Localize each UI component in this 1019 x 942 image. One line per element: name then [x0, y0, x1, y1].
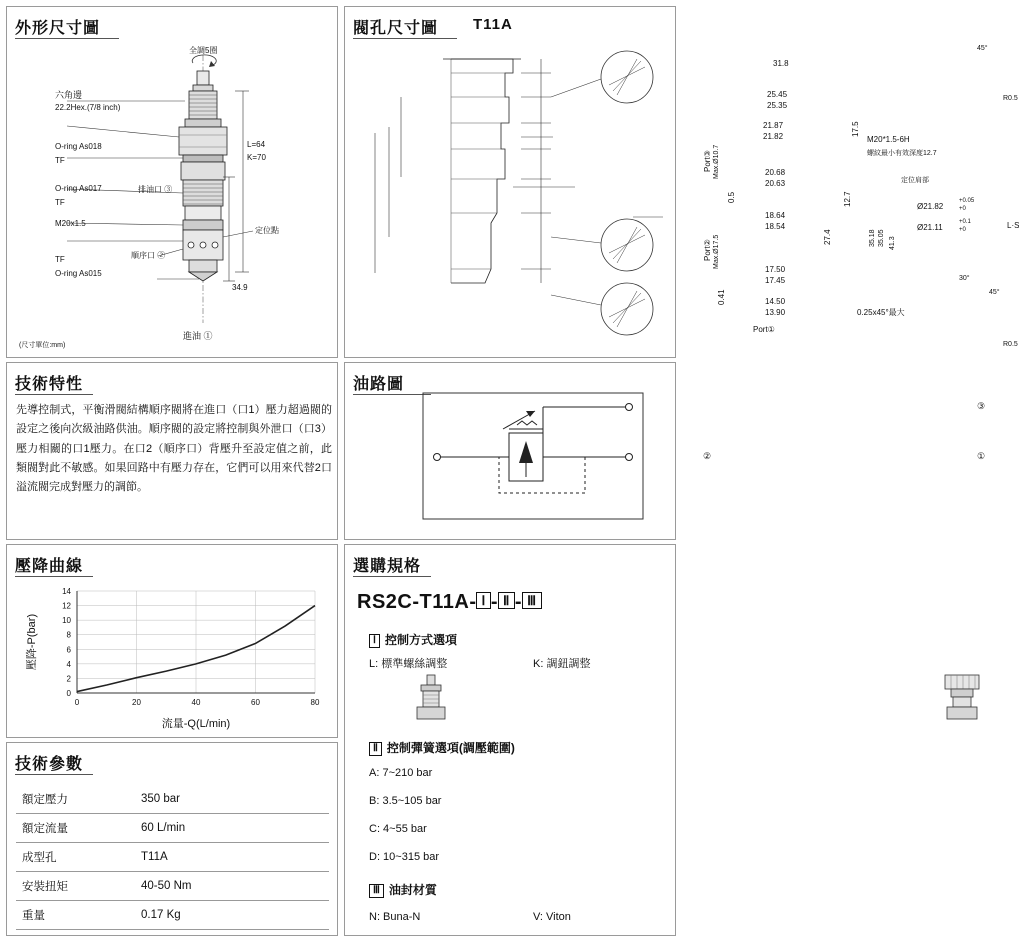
- cavity-angle-30-label: 30°: [959, 275, 970, 282]
- chart-xtick-label: 40: [191, 698, 201, 707]
- cavity-dim-175: 17.5: [851, 121, 860, 137]
- circuit-port2-label: ②: [703, 451, 712, 461]
- cavity-d2182-tol-label: Ø21.82: [917, 202, 944, 211]
- panel-params: [6, 742, 338, 936]
- params-row-value: T11A: [141, 851, 168, 863]
- cavity-port2-max-label: Max.Ø17.5: [713, 234, 720, 269]
- screw-adjust-icon: [399, 673, 469, 723]
- option-section-2-heading: [369, 739, 515, 756]
- cavity-dim-2535: 25.35: [767, 101, 788, 110]
- cavity-chamfer-label: 0.25x45°最大: [857, 308, 905, 317]
- chart-ytick-label: 4: [66, 659, 71, 669]
- chart-ytick-label: 14: [62, 587, 71, 596]
- cavity-dim-2182: 21.82: [763, 132, 784, 141]
- params-row: [16, 785, 329, 814]
- params-row: [16, 872, 329, 901]
- option-2-item-d: D: 10~315 bar: [369, 851, 440, 863]
- cavity-thread-note-label: 螺紋最小有效深度12.7: [867, 150, 937, 157]
- chart-ytick-label: 2: [66, 674, 71, 684]
- chart-ytick-label: 6: [66, 645, 71, 655]
- panel-curve-title: 壓降曲線: [15, 558, 84, 575]
- model-roman-2: Ⅱ: [498, 592, 515, 609]
- circuit-port1-label: ①: [977, 451, 986, 461]
- outline-unit-note: (尺寸單位:mm): [19, 342, 66, 349]
- cavity-d2111-tollo-label: +0: [959, 227, 966, 233]
- chart-ytick-label: 12: [62, 601, 71, 611]
- chart-ylabel: 壓降-P(bar): [26, 613, 38, 671]
- option-2-item-c: C: 4~55 bar: [369, 823, 427, 835]
- pressure-drop-chart: [15, 581, 335, 731]
- cavity-dim-413: 41.3: [889, 236, 896, 250]
- panel-params-title: 技術參數: [15, 756, 84, 773]
- chart-xtick-label: 20: [132, 698, 141, 707]
- option-3-title: 油封材質: [388, 883, 437, 897]
- title-underline: [353, 576, 431, 577]
- cavity-port1-label: Port①: [753, 325, 775, 334]
- outline-adjust-turns-label: 全調5圈: [189, 46, 218, 55]
- chart-xtick-label: 60: [251, 698, 260, 707]
- option-1-left-label: L: 標準螺絲調整: [369, 658, 448, 670]
- option-section-1-heading: [369, 631, 457, 648]
- tech-description: 先導控制式，平衡滑閥結構順序閥將在進口（口1）壓力超過閥的設定之後向次級油路供油。順序閥的設定將控制與外泄口（口3）壓力相關的口1壓力。在口2（順序口）背壓升至設定值之前，此類閥對此不敏感。如果回路中有壓力存在，它們可以用來代替2口溢流閥完成對壓力的調節。: [16, 404, 332, 493]
- cavity-dim-041: 0.41: [717, 289, 726, 305]
- outline-inlet-label: 進油 ①: [183, 331, 213, 341]
- cavity-dim-2063: 20.63: [765, 179, 786, 188]
- outline-dim-349-label: 34.9: [232, 283, 248, 292]
- chart-xlabel: 流量-Q(L/min): [161, 718, 231, 730]
- cavity-d2182-tollo-label: +0: [959, 206, 966, 212]
- option-2-title: 控制彈簧選項(調壓範圍): [386, 741, 515, 755]
- outline-dim-k-label: K=70: [247, 153, 266, 162]
- outline-locate-point-label: 定位點: [255, 226, 279, 235]
- cavity-port2-label: Port②: [703, 239, 712, 261]
- cavity-dim-2545: 25.45: [767, 90, 788, 99]
- cavity-dim-3505: 35.05: [878, 229, 885, 247]
- cavity-dim-318: 31.8: [773, 59, 789, 68]
- chart-ytick-label: 8: [66, 630, 71, 640]
- option-1-right-label: K: 調鈕調整: [533, 658, 591, 670]
- cavity-r05a-label: R0.5: [1003, 95, 1018, 102]
- title-underline: [15, 394, 93, 395]
- cavity-d2111-tolup-label: +0.1: [959, 219, 971, 225]
- model-roman-1: Ⅰ: [476, 592, 490, 609]
- cavity-dim-274: 27.4: [823, 229, 832, 245]
- cavity-thread-label: M20*1.5-6H: [867, 135, 910, 144]
- model-code: [357, 591, 542, 614]
- params-row: [16, 814, 329, 843]
- cavity-angle-45b-label: 45°: [989, 289, 1000, 296]
- panel-circuit: [344, 362, 986, 540]
- outline-hex-label: 六角邊: [55, 90, 83, 100]
- outline-drain-port-label: 排油口 ③: [138, 185, 173, 194]
- cavity-r05b-label: R0.5: [1003, 341, 1018, 348]
- outline-tf2-label: TF: [55, 198, 65, 207]
- cavity-port3-label: Port③: [703, 150, 712, 172]
- chart-xtick-label: 80: [310, 698, 320, 707]
- panel-cavity: [344, 6, 1019, 358]
- cavity-ls-label: L·S: [1007, 221, 1019, 230]
- params-row-key: 成型孔: [22, 852, 57, 864]
- params-row-key: 額定壓力: [22, 794, 68, 806]
- knob-adjust-icon: [929, 673, 999, 723]
- panel-tech-title: 技術特性: [15, 376, 84, 393]
- cavity-d2111-tol-label: Ø21.11: [917, 223, 943, 232]
- option-2-item-a: A: 7~210 bar: [369, 767, 433, 779]
- cavity-dim-05: 0.5: [727, 191, 736, 203]
- chart-ytick-label: 10: [62, 616, 71, 626]
- params-row-key: 重量: [22, 910, 45, 922]
- option-3-roman: Ⅲ: [369, 884, 384, 898]
- panel-cavity-code: T11A: [473, 16, 513, 33]
- params-row-key: 安裝扭矩: [22, 881, 68, 893]
- outline-tf3-label: TF: [55, 255, 65, 264]
- model-roman-3: Ⅲ: [522, 592, 541, 609]
- option-2-item-b: B: 3.5~105 bar: [369, 795, 442, 807]
- outline-hex-spec-label: 22.2Hex.(7/8 inch): [55, 103, 121, 112]
- panel-circuit-title: 油路圖: [353, 376, 405, 393]
- cavity-dim-1750: 17.50: [765, 265, 786, 274]
- cavity-dim-2068: 20.68: [765, 168, 786, 177]
- panel-outline-title: 外形尺寸圖: [15, 20, 101, 37]
- params-row-value: 0.17 Kg: [141, 909, 181, 921]
- cavity-dim-127: 12.7: [843, 191, 852, 207]
- option-section-3-heading: [369, 881, 437, 898]
- panel-outline: [6, 6, 338, 358]
- params-row-key: 額定流量: [22, 823, 68, 835]
- circuit-diagram: [367, 389, 667, 529]
- model-dash-1: -: [490, 591, 498, 613]
- model-prefix: RS2C-T11A-: [357, 591, 477, 613]
- model-dash-2: -: [514, 591, 523, 613]
- params-row-value: 350 bar: [141, 793, 181, 805]
- chart-xtick-label: 0: [74, 698, 80, 707]
- chart-ytick-label: 0: [66, 689, 71, 698]
- panel-tech: [6, 362, 338, 540]
- outline-oring-as018-label: O-ring As018: [55, 142, 102, 151]
- option-3-right-label: V: Viton: [533, 911, 571, 923]
- cavity-dim-1854: 18.54: [765, 222, 786, 231]
- params-row-value: 60 L/min: [141, 822, 186, 834]
- panel-curve: [6, 544, 338, 738]
- params-row: [16, 843, 329, 872]
- outline-seq-port-label: 順序口 ②: [131, 251, 166, 260]
- params-row-value: 40-50 Nm: [141, 880, 192, 892]
- cavity-d2182-tolup-label: +0.05: [959, 198, 975, 204]
- params-row: [16, 901, 329, 930]
- cavity-port3-max-label: Max.Ø10.7: [713, 144, 720, 179]
- option-3-left-label: N: Buna-N: [369, 911, 421, 923]
- panel-options-title: 選購規格: [353, 558, 422, 575]
- option-2-roman: Ⅱ: [369, 742, 382, 756]
- params-table: [16, 785, 329, 930]
- outline-oring-as017-label: O-ring As017: [55, 184, 102, 193]
- title-underline: [15, 38, 119, 39]
- panel-cavity-title: 閥孔尺寸圖: [353, 20, 439, 37]
- cavity-locate-shoulder-label: 定位肩部: [901, 177, 929, 184]
- title-underline: [15, 774, 93, 775]
- title-underline: [15, 576, 93, 577]
- circuit-port3-label: ③: [977, 401, 986, 411]
- cavity-dim-1390: 13.90: [765, 308, 786, 317]
- option-1-title: 控制方式選項: [384, 633, 457, 647]
- cavity-angle-45a-label: 45°: [977, 45, 988, 52]
- cavity-dim-1450: 14.50: [765, 297, 786, 306]
- outline-oring-as015-label: O-ring As015: [55, 269, 102, 278]
- cavity-drawing: [345, 37, 675, 347]
- outline-tf1-label: TF: [55, 156, 65, 165]
- cavity-dim-2187: 21.87: [763, 121, 784, 130]
- panel-options: [344, 544, 676, 936]
- cavity-dim-1745: 17.45: [765, 276, 786, 285]
- outline-m20-label: M20x1.5: [55, 219, 86, 228]
- option-1-roman: Ⅰ: [369, 634, 380, 648]
- cavity-dim-1864: 18.64: [765, 211, 786, 220]
- cavity-dim-3518: 35.18: [869, 229, 876, 247]
- outline-dim-l-label: L=64: [247, 140, 266, 149]
